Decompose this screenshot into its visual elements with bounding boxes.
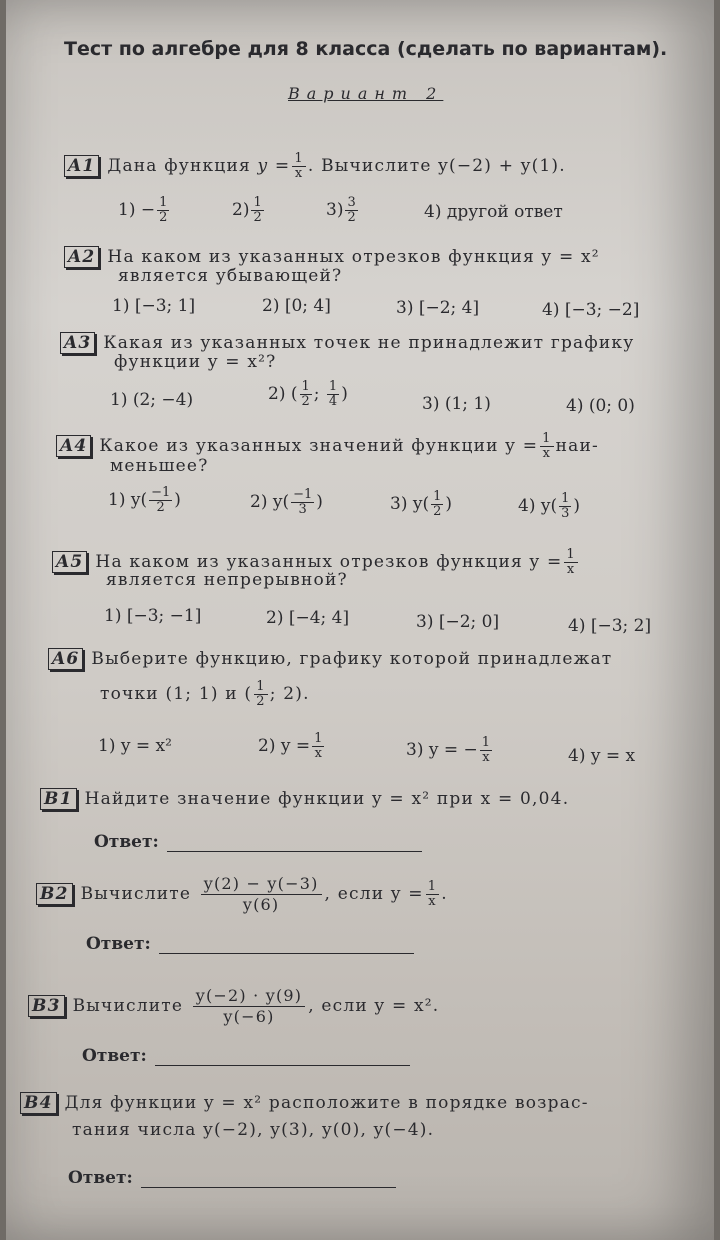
question-a5-line2: является непрерывной? bbox=[106, 570, 348, 590]
question-b2: B2 Вычислите $\frac{y(2) - y(-3)}{y(6)}$ , если y = $\frac{1}{x}$ . bbox=[36, 874, 448, 915]
page-title: Тест по алгебре для 8 класса (сделать по вариантам). bbox=[64, 38, 668, 60]
answer-option-2: 2) ( $\frac{1}{2}$ ; $\frac{1}{4}$ ) bbox=[268, 379, 348, 409]
answer-option-3: 3) y( $\frac{1}{2}$ ) bbox=[390, 489, 453, 519]
answer-option-2: 2) [−4; 4] bbox=[266, 608, 350, 628]
answer-option-4: 4) [−3; 2] bbox=[568, 616, 652, 636]
answer-option-2: 2) y( $\frac{-1}{3}$ ) bbox=[250, 487, 323, 517]
answer-field-b4[interactable]: Ответ: bbox=[68, 1168, 396, 1188]
question-b1: B1 Найдите значение функции y = x² при x = 0,04. bbox=[40, 788, 569, 810]
answer-option-2: 2) $\frac{1}{2}$ bbox=[232, 195, 262, 225]
answer-option-1: 1) − $\frac{1}{2}$ bbox=[118, 195, 168, 225]
answer-option-3: 3) [−2; 0] bbox=[416, 612, 500, 632]
answer-option-3: 3) y = − $\frac{1}{x}$ bbox=[406, 735, 491, 765]
answer-field-b1[interactable]: Ответ: bbox=[94, 832, 422, 852]
variant-label: Вариант 2 bbox=[288, 84, 444, 103]
answer-field-b3[interactable]: Ответ: bbox=[82, 1046, 410, 1066]
answer-option-3: 3) $\frac{3}{2}$ bbox=[326, 195, 356, 225]
question-b4-line2: тания числа y(−2), y(3), y(0), y(−4). bbox=[72, 1120, 435, 1140]
answer-field-b2[interactable]: Ответ: bbox=[86, 934, 414, 954]
question-a5: A5 На каком из указанных отрезков функция y = $\frac{1}{x}$ bbox=[52, 548, 580, 577]
question-a4: A4 Какое из указанных значений функции y = $\frac{1}{x}$ наи- bbox=[56, 432, 599, 461]
question-a6-line2: точки (1; 1) и ( $\frac{1}{2}$ ; 2). bbox=[100, 679, 310, 709]
answer-option-3: 3) (1; 1) bbox=[422, 394, 491, 414]
question-a4-line2: меньшее? bbox=[110, 456, 209, 476]
question-a2: A2 На каком из указанных отрезков функция y = x² bbox=[64, 246, 600, 268]
question-b4: B4 Для функции y = x² расположите в порядке возрас- bbox=[20, 1092, 589, 1114]
answer-option-1: 1) [−3; 1] bbox=[112, 296, 196, 316]
question-a3: A3 Какая из указанных точек не принадлежит графику bbox=[60, 332, 634, 354]
answer-option-1: 1) [−3; −1] bbox=[104, 606, 202, 626]
answer-option-1: 1) y = x² bbox=[98, 736, 172, 756]
question-a3-line2: функции y = x²? bbox=[114, 352, 277, 372]
answer-option-4: 4) другой ответ bbox=[424, 202, 563, 222]
question-a2-line2: является убывающей? bbox=[118, 266, 343, 286]
answer-option-3: 3) [−2; 4] bbox=[396, 298, 480, 318]
answer-option-2: 2) y = $\frac{1}{x}$ bbox=[258, 731, 323, 761]
answer-option-2: 2) [0; 4] bbox=[262, 296, 331, 316]
question-b3: B3 Вычислите $\frac{y(-2) \cdot y(9)}{y(-6)}$ , если y = x². bbox=[28, 986, 439, 1027]
answer-option-4: 4) y = x bbox=[568, 746, 636, 766]
question-a6: A6 Выберите функцию, графику которой принадлежат bbox=[48, 648, 612, 670]
worksheet-page bbox=[6, 0, 714, 1240]
question-a1: A1 Дана функция y = $\frac{1}{x}$ . Вычислите y(−2) + y(1). bbox=[64, 152, 566, 181]
answer-option-1: 1) y( $\frac{-1}{2}$ ) bbox=[108, 485, 181, 515]
answer-option-4: 4) (0; 0) bbox=[566, 396, 635, 416]
answer-option-1: 1) (2; −4) bbox=[110, 390, 194, 410]
fraction: $\frac{1}{x}$ bbox=[294, 151, 304, 181]
answer-option-4: 4) [−3; −2] bbox=[542, 300, 640, 320]
question-number: A1 bbox=[64, 155, 99, 177]
answer-option-4: 4) y( $\frac{1}{3}$ ) bbox=[518, 491, 581, 521]
